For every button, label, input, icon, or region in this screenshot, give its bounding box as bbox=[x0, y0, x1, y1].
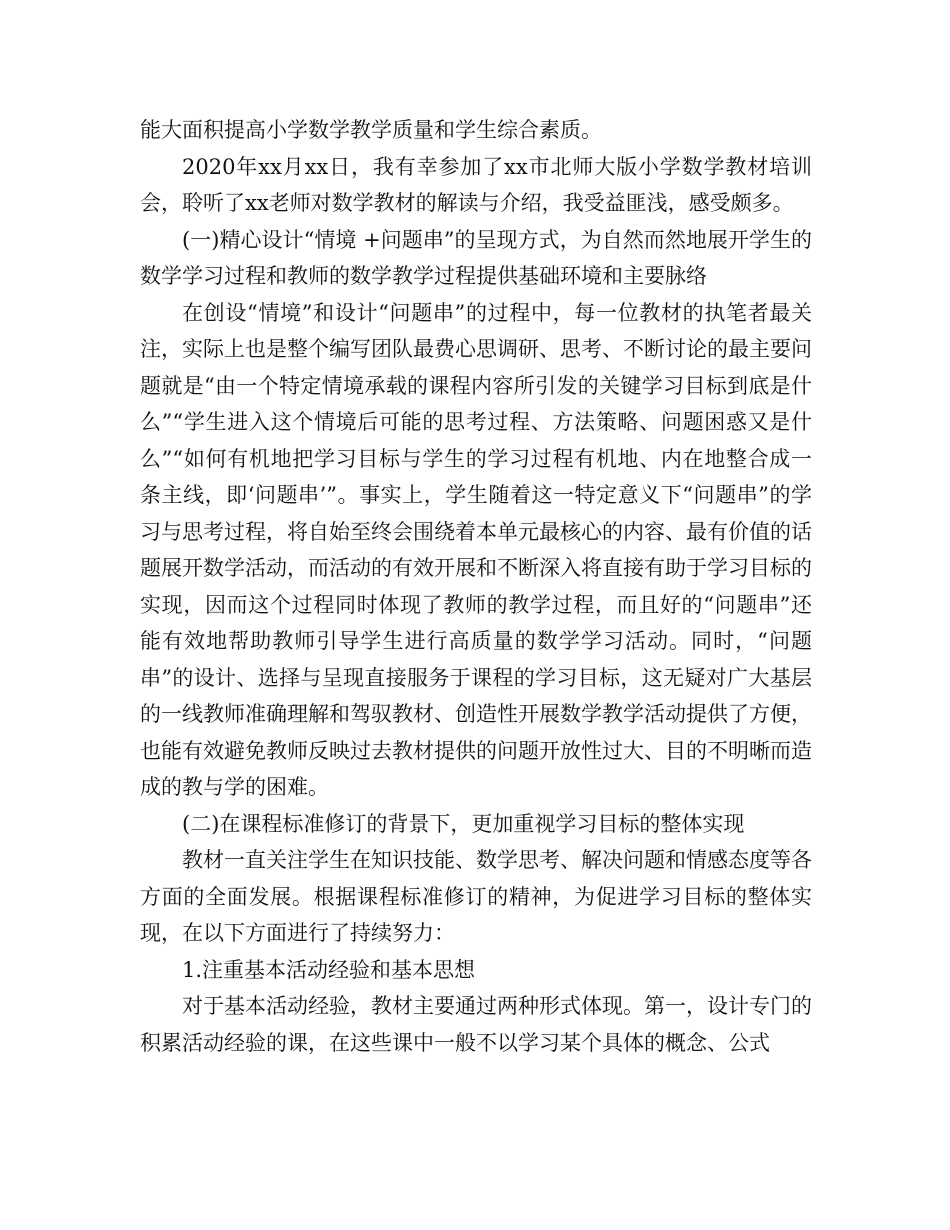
paragraph-activity-experience: 对于基本活动经验，教材主要通过两种形式体现。第一，设计专门的积累活动经验的课，在这些课中一般不以学习某个具体的概念、公式 bbox=[140, 994, 812, 1055]
subsection-heading-1: 1.注重基本活动经验和基本思想 bbox=[182, 957, 476, 982]
section-heading-2: (二)在课程标准修订的背景下，更加重视学习目标的整体实现 bbox=[182, 811, 745, 836]
section-heading-1: (一)精心设计“情境 +问题串”的呈现方式，为自然而然地展开学生的数学学习过程和教师的数学教学过程提供基础环境和主要脉络 bbox=[140, 227, 812, 288]
document-page bbox=[140, 112, 812, 1061]
paragraph-continuation: 能大面积提高小学数学教学质量和学生综合素质。 bbox=[140, 118, 602, 142]
paragraph-learning-goals: 教材一直关注学生在知识技能、数学思考、解决问题和情感态度等各方面的全面发展。根据课程标准修订的精神，为促进学习目标的整体实现，在以下方面进行了持续努力： bbox=[140, 848, 812, 945]
paragraph-problem-chain: 在创设“情境”和设计“问题串”的过程中，每一位教材的执笔者最关注，实际上也是整个编写团队最费心思调研、思考、不断讨论的最主要问题就是“由一个特定情境承载的课程内容所引发的关键学习目标到底是什么”“学生进入这个情境后可能的思考过程、方法策略、问题困惑又是什么”“如何有机地把学习目标与学生的学习过程有机地、内在地整合成一条主线，即‘问题串’”。事实上，学生随着这一特定意义下“问题串”的学习与思考过程，将自始至终会围绕着本单元最核心的内容、最有价值的话题展开数学活动，而活动的有效开展和不断深入将直接有助于学习目标的实现，因而这个过程同时体现了教师的教学过程，而且好的“问题串”还能有效地帮助教师引导学生进行高质量的数学学习活动。同时，“问题串”的设计、选择与呈现直接服务于课程的学习目标，这无疑对广大基层的一线教师准确理解和驾驭教材、创造性开展数学教学活动提供了方便，也能有效避免教师反映过去教材提供的问题开放性过大、目的不明晰而造成的教与学的困难。 bbox=[140, 300, 812, 799]
paragraph-training-intro: 2020年xx月xx日，我有幸参加了xx市北师大版小学数学教材培训会，聆听了xx老师对数学教材的解读与介绍，我受益匪浅，感受颇多。 bbox=[140, 154, 812, 215]
